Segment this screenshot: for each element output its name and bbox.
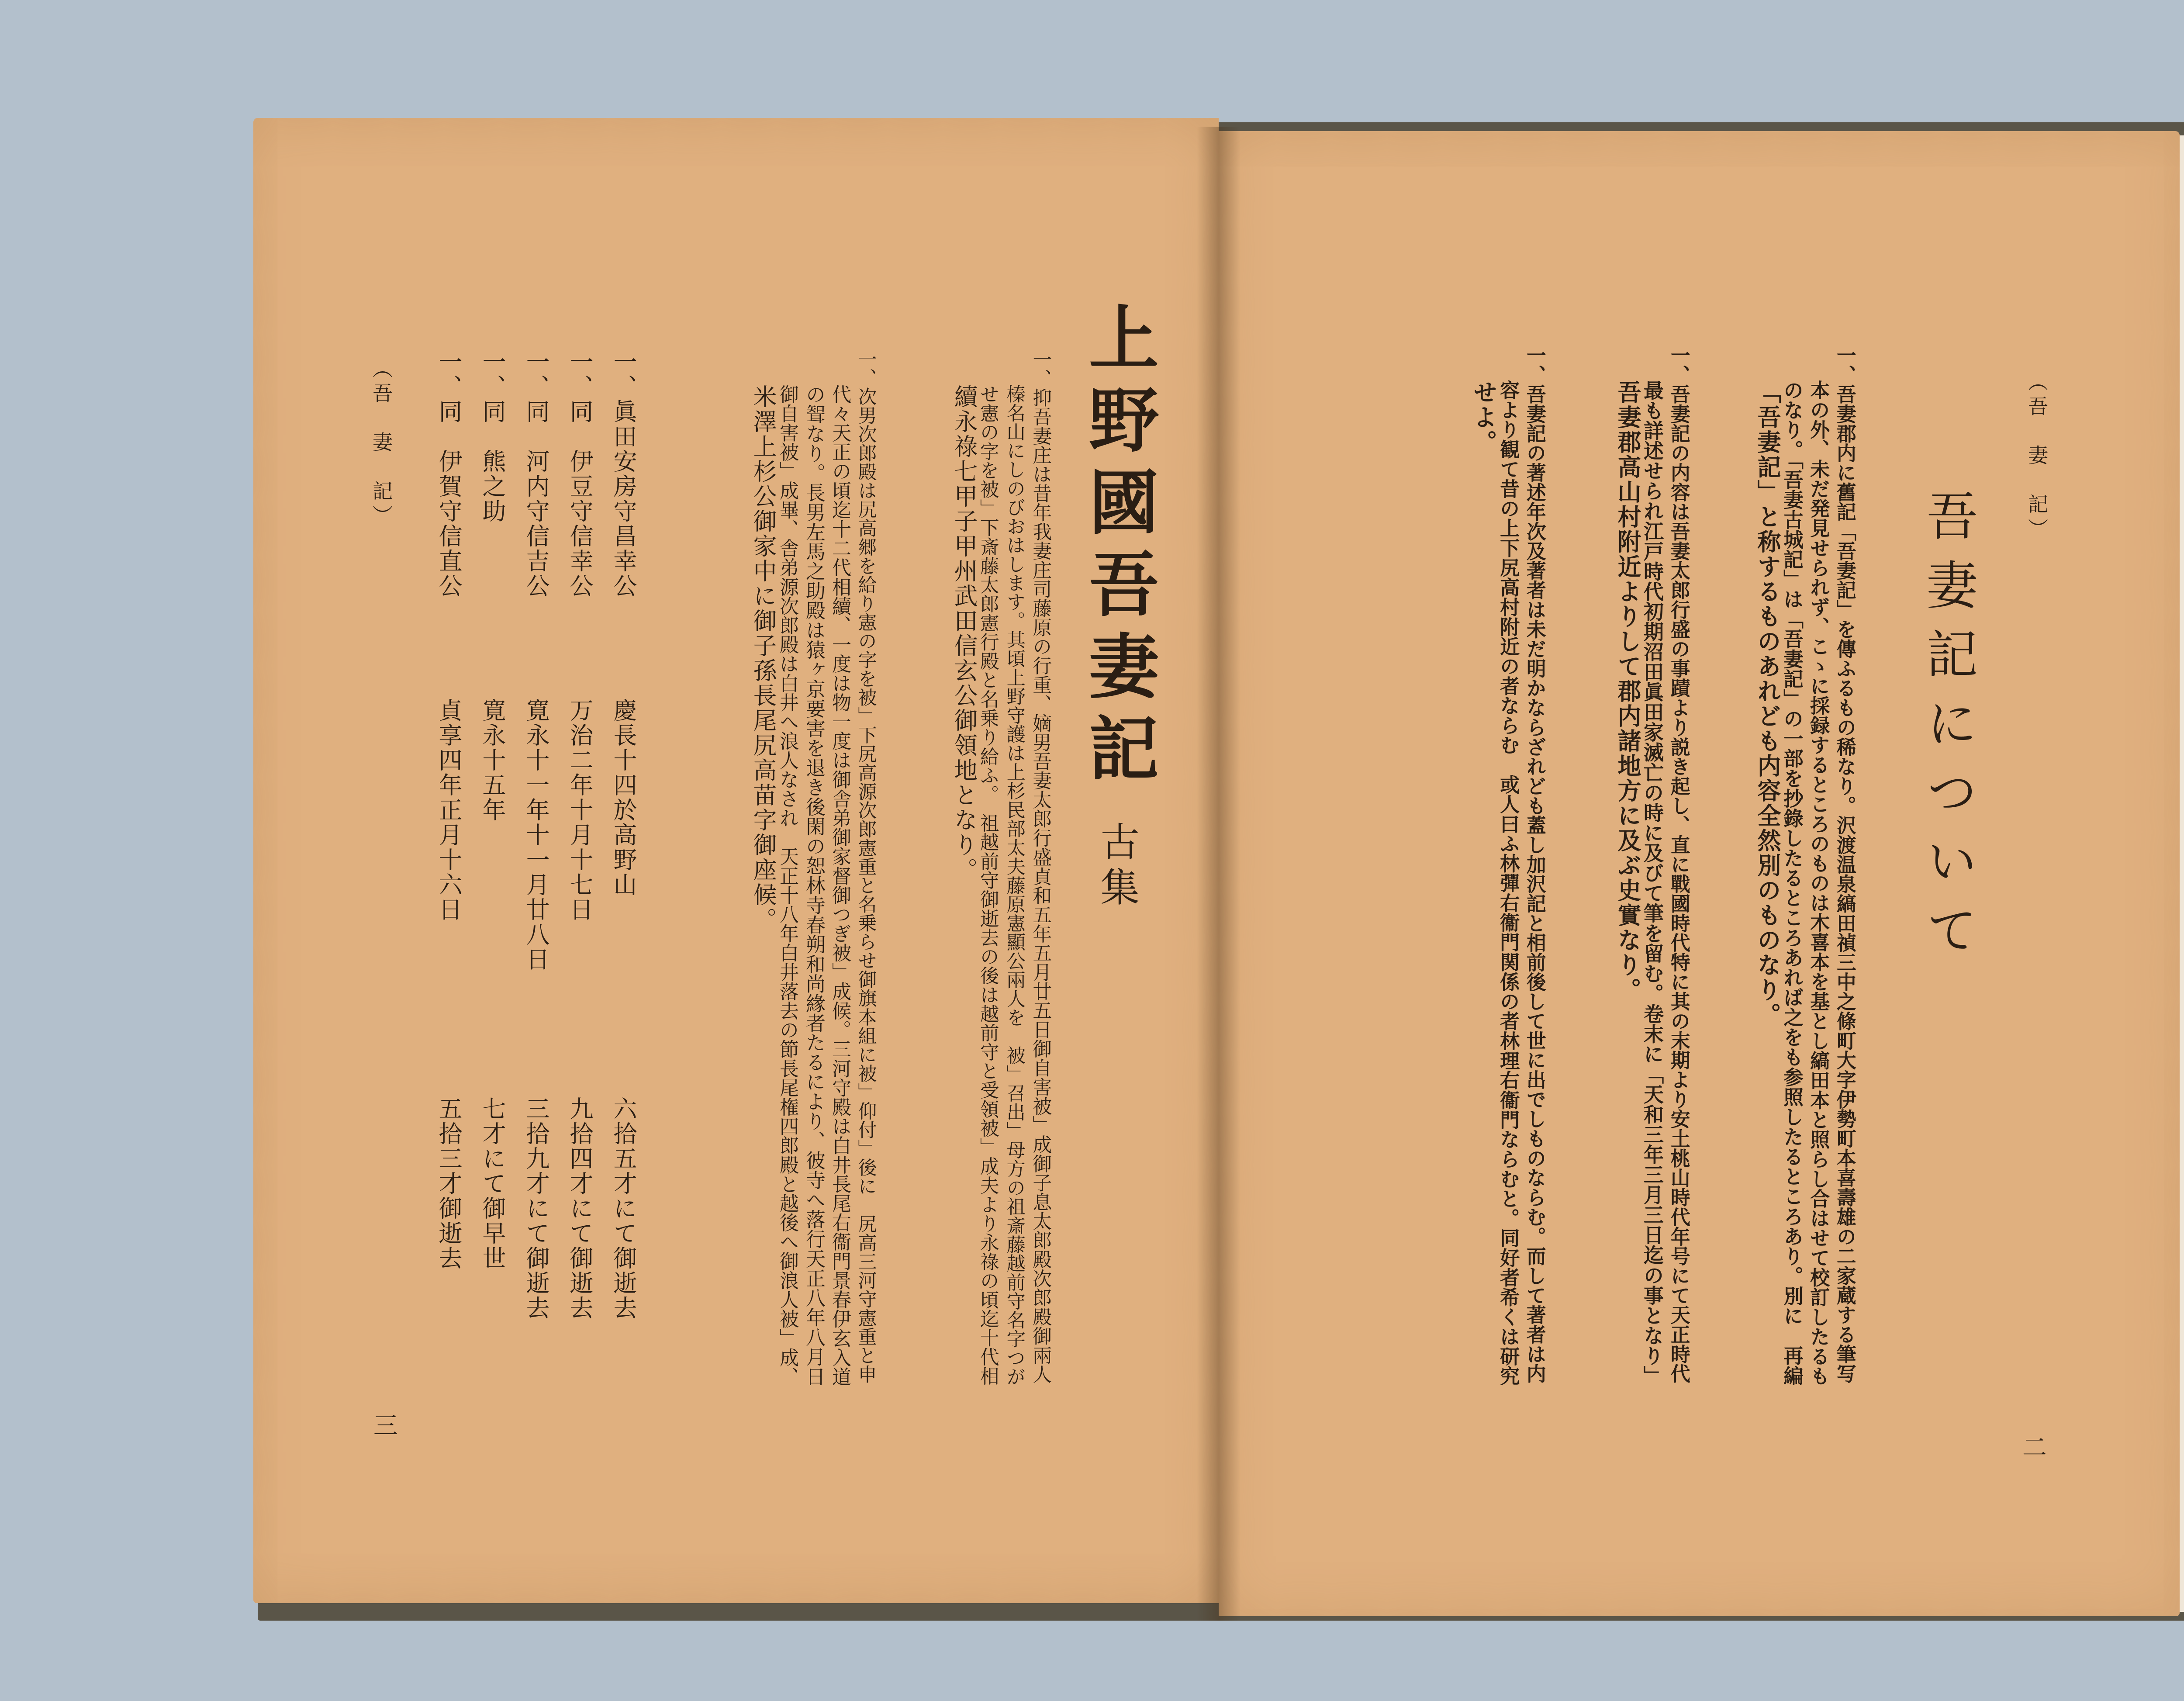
right-column-5: 一、吾妻記の内容は吾妻太郎行盛の事蹟より説き起し、直に戰國時代特に其の末期より安土桃山時代年号にて天正時代	[1667, 345, 1690, 1383]
right-page-number: 二	[2022, 1434, 2047, 1462]
left-column-13: 一、同 熊之助 寛永十五年 七才にて御早世	[479, 349, 506, 1271]
left-column-11: 一、同 伊豆守信幸公 万治二年十月十七日 九拾四才にて御逝去	[566, 349, 594, 1321]
page-edges	[2180, 135, 2184, 1612]
left-column-8: 御自害被」成畢、舎弟源次郎殿は白井へ浪人なされ 天正十八年白井落去の節長尾権四郎殿と越後へ御浪人被」成、	[776, 384, 799, 1386]
right-page	[1219, 131, 2180, 1616]
right-column-9: 容より観て昔の上下尻高村附近の者ならむ 或人曰ふ林彈右衞門関係の者林理右衞門ならむと。同好者希くは研究	[1496, 380, 1520, 1386]
left-page-subtitle: 古集	[1093, 821, 1139, 912]
left-column-9: 米澤上杉公御家中に御子孫長尾尻高苗字御座候。	[750, 384, 777, 932]
left-running-head: （吾 妻 記）	[370, 358, 393, 529]
left-column-10: 一、眞田安房守昌幸公 慶長十四於高野山 六拾五才にて御逝去	[610, 349, 637, 1321]
left-column-12: 一、同 河内守信吉公 寛永十一年十一月廿八日 三拾九才にて御逝去	[522, 349, 550, 1321]
right-column-3: のなり。「吾妻古城記」は「吾妻記」の一部を抄錄したるところあれば之をも参照したるところあり。別に 再編	[1780, 380, 1804, 1386]
left-column-14: 一、同 伊賀守信直公 貞享四年正月十六日 五拾三才御逝去	[435, 349, 463, 1271]
right-column-2: 本の外、未だ発見せられず、こゝに採録するところのものは木喜本を基とし縞田本と照らし合はせて校訂したるも	[1807, 380, 1830, 1386]
right-column-4: 「吾妻記」と称するものあれども内容全然別のものなり。	[1754, 380, 1782, 1027]
left-column-3: せ憲の字を被」下斎藤太郎憲行殿と名乗り給ふ。 祖越前守御逝去の後は越前守と受領被」成夫より永祿の頃迄十代相	[977, 384, 999, 1386]
left-column-2: 榛名山にしのびおはします。其頃上野守護は上杉民部太夫藤原憲顯公兩人を 被」召出」母方の祖斎藤越前守名字つが	[1003, 384, 1026, 1386]
left-page-number: 三	[373, 1412, 398, 1440]
left-column-4: 續永祿七甲子甲州武田信玄公御領地となり。	[950, 384, 978, 882]
book-gutter	[1197, 127, 1241, 1621]
right-column-7: 吾妻郡高山村附近よりして郡内諸地方に及ぶ史實なり。	[1614, 380, 1642, 1003]
left-column-6: 代々天正の頃迄十二代相續、一度は物一度は御舎弟御家督御つぎ被」成候。三河守殿は白井長尾右衞門景春伊玄入道	[829, 384, 851, 1386]
right-column-8: 一、吾妻記の著述年次及著者は未だ明かならざれども蓋し加沢記と相前後して世に出でしものならむ。而して著者は内	[1523, 345, 1546, 1383]
right-column-1: 一、吾妻郡内に舊記「吾妻記」を傳ふるもの稀なり。沢渡温泉縞田禎三中之條町大字伊勢町本喜壽雄の二家蔵する筆写	[1833, 345, 1856, 1383]
right-page-title: 吾妻記について	[1918, 489, 1978, 972]
left-column-1: 一、抑吾妻庄は昔年我妻庄司藤原の行重、嫡男吾妻太郎行盛貞和五年五月廿五日御自害被」成御子息太郎殿次郎殿御兩人	[1029, 349, 1052, 1384]
left-page	[253, 118, 1219, 1603]
right-running-head: （吾 妻 記）	[2025, 371, 2049, 543]
left-column-5: 一、次男次郎殿は尻高郷を給り憲の字を被」下尻高源次郎憲重と名乗らせ御旗本組に被」仰付」後に 尻高三河守憲重と申	[855, 349, 877, 1384]
right-column-6: 最も詳述せられ江戸時代初期沼田眞田家滅亡の時に及びて筆を留む。卷末に「天和三年三月三日迄の事となり」	[1641, 380, 1665, 1386]
left-page-title: 上野國吾妻記	[1077, 301, 1159, 794]
right-column-10: せよ。	[1470, 380, 1498, 455]
left-column-7: の聟なり。長男左馬之助殿は猿ヶ京要害を退き後閑の恕林寺春朔和尚緣者たるにより、彼寺へ落行天正八年八月日	[802, 384, 826, 1386]
